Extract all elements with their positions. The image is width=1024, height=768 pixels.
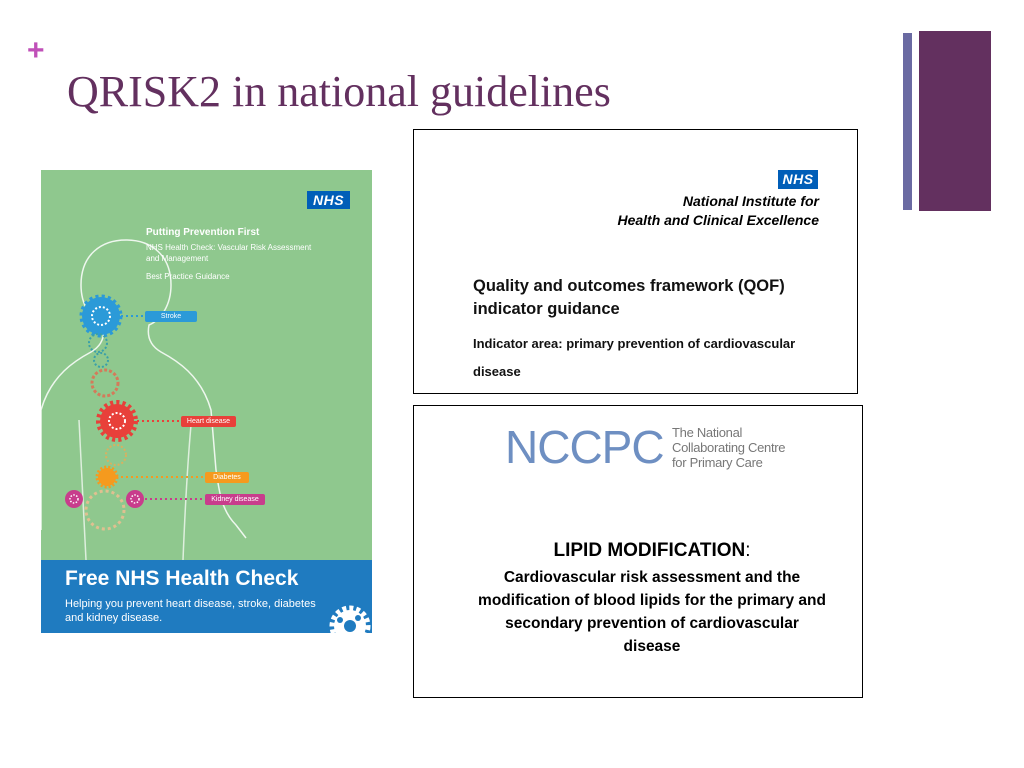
decorative-bar-thick bbox=[919, 31, 991, 211]
slide-title: QRISK2 in national guidelines bbox=[67, 67, 611, 116]
stroke-gear-icon bbox=[82, 297, 120, 335]
diabetes-label: Diabetes bbox=[205, 472, 249, 483]
nccpc-tagline-2: Collaborating Centre bbox=[672, 440, 786, 455]
lipid-modification-heading bbox=[414, 538, 863, 564]
leaflet-band-title: Free NHS Health Check bbox=[65, 567, 299, 590]
lipid-modification-description: Cardiovascular risk assessment and the modification of blood lipids for the primary and secondary prevention of cardiovascular disease bbox=[478, 569, 826, 655]
leaflet-subtitle: NHS Health Check: Vascular Risk Assessment and Management bbox=[146, 243, 312, 263]
nice-organisation-name bbox=[617, 192, 819, 230]
nccpc-tagline-1: The National bbox=[672, 425, 743, 440]
nice-org-line-1: National Institute for bbox=[682, 193, 819, 209]
nice-org-line-2: Health and Clinical Excellence bbox=[617, 212, 819, 228]
indicator-area-text: Indicator area: primary prevention of cardiovascular disease bbox=[473, 336, 796, 379]
leaflet-guidance: Best Practice Guidance bbox=[146, 272, 230, 281]
leaflet-footer-band bbox=[41, 560, 372, 633]
nccpc-logo: NCCPC bbox=[505, 421, 664, 473]
gear-icon bbox=[324, 596, 372, 633]
nhs-logo: NHS bbox=[778, 170, 818, 189]
lipid-heading-colon: : bbox=[745, 540, 751, 561]
stroke-label: Stroke bbox=[145, 311, 197, 322]
plus-icon: + bbox=[27, 34, 45, 67]
heart-disease-label: Heart disease bbox=[181, 416, 236, 427]
nhs-health-check-leaflet bbox=[41, 170, 372, 633]
diabetes-gear-icon bbox=[97, 467, 117, 487]
leaflet-heading: Putting Prevention First bbox=[146, 227, 260, 238]
nccpc-tagline-3: for Primary Care bbox=[672, 455, 763, 470]
nccpc-lipid-document bbox=[413, 405, 863, 698]
nhs-logo: NHS bbox=[307, 191, 350, 209]
qof-guidance-title: Quality and outcomes framework (QOF) indicator guidance bbox=[473, 277, 785, 318]
lipid-heading-text: LIPID MODIFICATION bbox=[553, 540, 746, 561]
kidney-gear-icon bbox=[65, 490, 144, 508]
nice-qof-document bbox=[413, 129, 858, 394]
heart-gear-icon bbox=[99, 403, 135, 439]
nccpc-tagline bbox=[672, 425, 785, 470]
decorative-bar-thin bbox=[903, 33, 912, 210]
leaflet-band-subtitle: Helping you prevent heart disease, stroke, diabetes and kidney disease. bbox=[65, 598, 316, 624]
kidney-disease-label: Kidney disease bbox=[205, 494, 265, 505]
